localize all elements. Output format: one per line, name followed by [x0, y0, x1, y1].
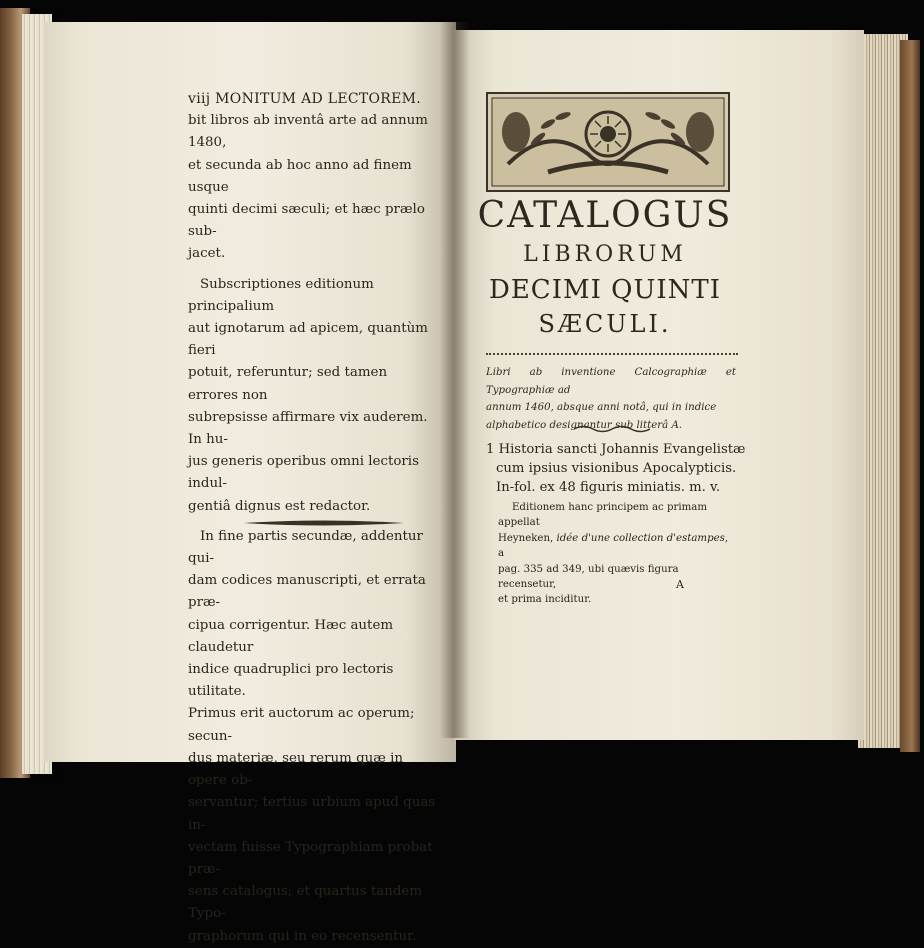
text-line: jacet.	[188, 246, 226, 262]
title-block	[470, 196, 740, 340]
text-line: jus generis operibus omni lectoris indul-	[188, 454, 419, 492]
text-line: cipua corrigentur. Hæc autem claudetur	[188, 617, 394, 655]
text-line: subrepsisse affirmare vix auderem. In hu-	[188, 409, 428, 448]
note-line: pag. 335 ad 349, ubi quævis figura recensetur,	[498, 563, 679, 591]
text-line: dus materiæ, seu rerum quæ in opere ob-	[188, 750, 404, 789]
tailpiece-rule	[244, 518, 404, 528]
entry-line: 1 Historia sancti Johannis Evangelistæ	[486, 442, 746, 457]
text-line: quinti decimi sæculi; et hæc prælo sub-	[188, 202, 425, 240]
right-cover-edge	[900, 40, 920, 752]
paragraph-2	[188, 274, 438, 518]
text-line: gentiâ dignus est redactor.	[188, 498, 371, 514]
note-text: , a	[498, 532, 729, 560]
text-line: Subscriptiones editionum principalium	[188, 276, 374, 314]
note-line: et prima inciditur.	[498, 594, 592, 606]
note-line: Editionem hanc principem ac primam appellat	[498, 502, 708, 529]
text-line: Primus erit auctorum ac operum; secun-	[188, 706, 415, 744]
title-line-2: LIBRORUM	[523, 242, 687, 267]
note-italic-title: idée d'une collection d'estampes	[556, 532, 725, 544]
paragraph-1	[188, 110, 438, 265]
wave-ornament	[574, 424, 650, 434]
text-line: potuit, referuntur; sed tamen errores non	[188, 365, 388, 403]
text-line: et secunda ab hoc anno ad finem usque	[188, 157, 412, 195]
title-line-4: SÆCULI.	[538, 310, 672, 338]
text-line: graphorum qui in eo recensentur.	[188, 928, 417, 944]
headpiece-ornament	[486, 92, 730, 192]
signature-mark: A	[676, 578, 684, 591]
title-line-3: DECIMI QUINTI	[488, 275, 721, 305]
text-line: sens catalogus; et quartus tandem Typo-	[188, 884, 423, 922]
intro-line: annum 1460, absque anni notâ, qui in indice	[486, 402, 717, 414]
text-line: vectam fuisse Typographiam probat præ-	[188, 839, 433, 877]
text-line: indice quadruplici pro lectoris utilitate.	[188, 662, 394, 700]
text-line: dam codices manuscripti, et errata præ-	[188, 573, 426, 611]
note-text: Heyneken,	[498, 532, 557, 544]
note-line	[498, 531, 734, 562]
ornamental-rule	[486, 353, 738, 355]
entry-note	[498, 500, 734, 608]
intro-line: Libri ab inventione Calcographiæ et Typographiæ ad	[486, 367, 736, 396]
intro-line: alphabetico designantur sub litterâ A.	[486, 419, 683, 431]
text-line: aut ignotarum ad apicem, quantùm fieri	[188, 321, 428, 359]
catalogue-entry	[486, 440, 746, 497]
entry-line: In-fol. ex 48 figuris miniatis. m. v.	[496, 480, 721, 495]
text-line: In fine partis secundæ, addentur qui-	[188, 528, 423, 567]
running-head: viij MONITUM AD LECTOREM.	[188, 91, 422, 107]
text-line: bit libros ab inventâ arte ad annum 1480,	[188, 113, 428, 151]
book-gutter	[440, 22, 470, 738]
title-line-1: CATALOGUS	[477, 195, 733, 236]
paragraph-3	[188, 526, 438, 948]
text-line: servantur; tertius urbium apud quas in-	[188, 795, 436, 833]
entry-line: cum ipsius visionibus Apocalypticis.	[496, 461, 737, 476]
